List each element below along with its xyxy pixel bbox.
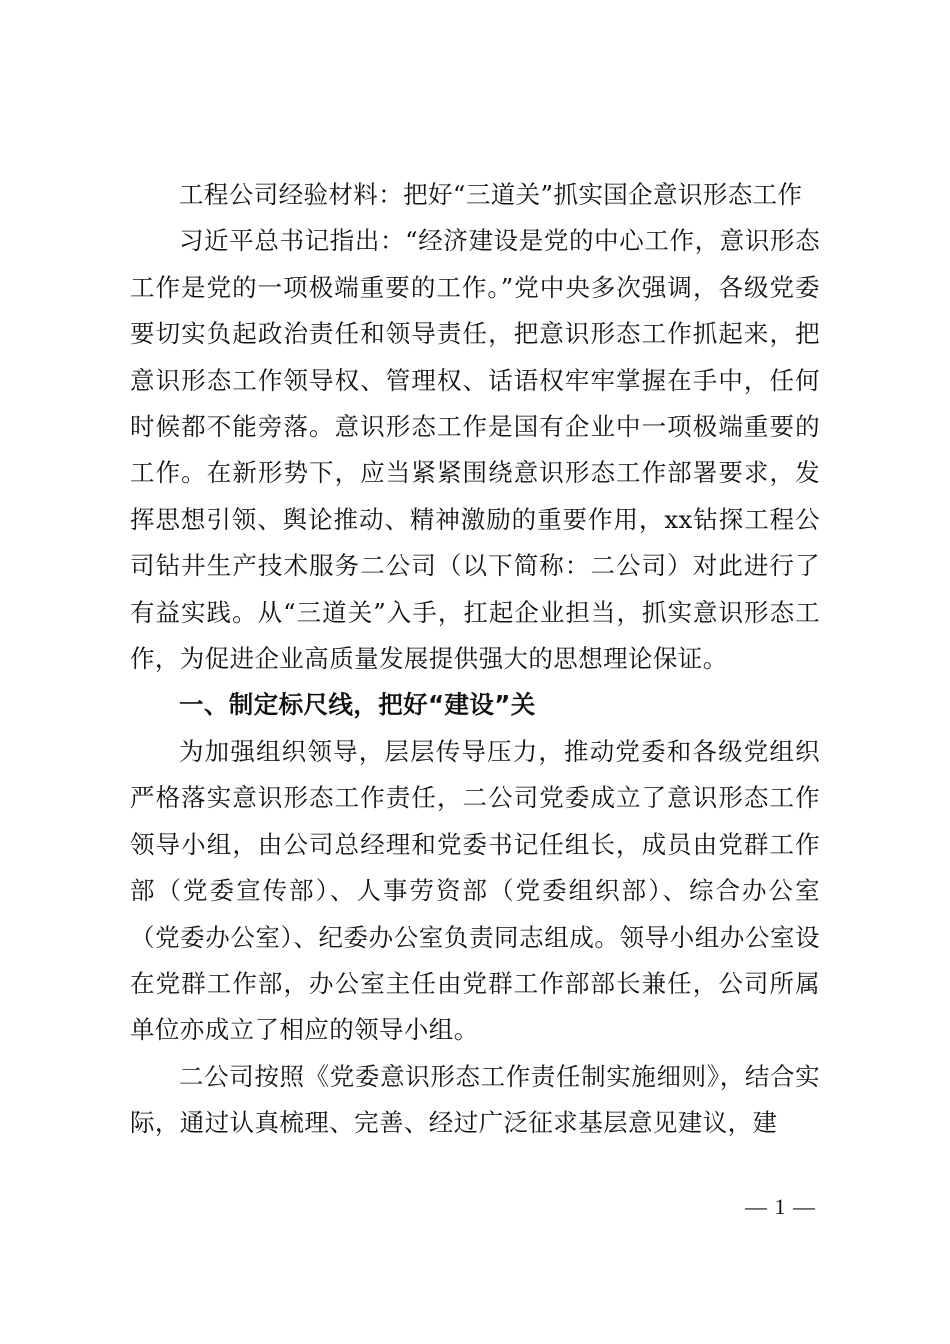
page-number: — 1 —	[745, 1194, 816, 1219]
section-heading-1: 一、制定标尺线，把好“建设”关	[179, 690, 536, 720]
section1-paragraph-1: 为加强组织领导，层层传导压力，推动党委和各级党组织严格落实意识形态工作责任，二公司党委成立了意识形态工作领导小组，由公司总经理和党委书记任组长，成员由党群工作部（党委宣传部）、人事劳资部（党委组织部）、综合办公室（党委办公室）、纪委办公室负责同志组成。领导小组办公室设在党群工作部，办公室主任由党群工作部部长兼任，公司所属单位亦成立了相应的领导小组。	[130, 736, 820, 1045]
document-body	[130, 172, 820, 1147]
intro-paragraph: 习近平总书记指出：“经济建设是党的中心工作，意识形态工作是党的一项极端重要的工作。”党中央多次强调，各级党委要切实负起政治责任和领导责任，把意识形态工作抓起来，把意识形态工作领导权、管理权、话语权牢牢掌握在手中，任何时候都不能旁落。意识形态工作是国有企业中一项极端重要的工作。在新形势下，应当紧紧围绕意识形态工作部署要求，发挥思想引领、舆论推动、精神激励的重要作用，xx钻探工程公司钻井生产技术服务二公司（以下简称：二公司）对此进行了有益实践。从“三道关”入手，扛起企业担当，抓实意识形态工作，为促进企业高质量发展提供强大的思想理论保证。	[130, 226, 820, 674]
section1-paragraph-2: 二公司按照《党委意识形态工作责任制实施细则》，结合实际，通过认真梳理、完善、经过广泛征求基层意见建议，建	[130, 1061, 820, 1138]
document-title: 工程公司经验材料：把好“三道关”抓实国企意识形态工作	[179, 180, 803, 209]
